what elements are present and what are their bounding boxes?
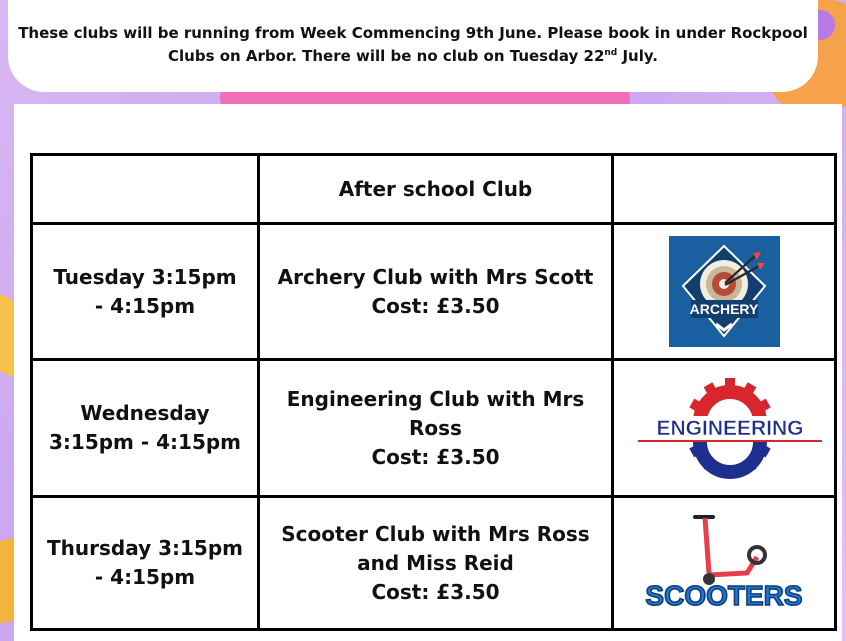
header-cell-logo bbox=[613, 155, 836, 224]
notice-card bbox=[8, 0, 818, 92]
notice-line-2: Clubs on Arbor. There will be no club on Tuesday 22nd July. bbox=[168, 47, 658, 65]
club-details bbox=[259, 497, 613, 630]
table-row bbox=[32, 224, 836, 360]
club-cost: Cost: £3.50 bbox=[371, 579, 500, 604]
engineering-logo bbox=[628, 374, 832, 482]
table-header-row bbox=[32, 155, 836, 224]
table-row bbox=[32, 360, 836, 497]
table-row bbox=[32, 497, 836, 630]
club-logo-cell bbox=[613, 360, 836, 497]
header-cell-club: After school Club bbox=[259, 155, 613, 224]
club-details bbox=[259, 360, 613, 497]
club-logo-cell bbox=[613, 497, 836, 630]
club-cost: Cost: £3.50 bbox=[371, 293, 500, 318]
club-details bbox=[259, 224, 613, 360]
scooters-logo-text: SCOOTERS bbox=[645, 580, 803, 611]
club-logo-cell bbox=[613, 224, 836, 360]
scooters-logo bbox=[639, 513, 809, 613]
clubs-panel bbox=[14, 104, 842, 641]
club-name: Engineering Club with Mrs Ross bbox=[286, 386, 585, 440]
archery-logo-text: ARCHERY bbox=[689, 301, 758, 317]
archery-logo bbox=[669, 236, 780, 347]
club-cost: Cost: £3.50 bbox=[371, 444, 500, 469]
clubs-table bbox=[30, 153, 837, 631]
club-time: Tuesday 3:15pm - 4:15pm bbox=[32, 224, 259, 360]
club-time: Wednesday 3:15pm - 4:15pm bbox=[32, 360, 259, 497]
club-name: Archery Club with Mrs Scott bbox=[277, 264, 594, 289]
club-time: Thursday 3:15pm - 4:15pm bbox=[32, 497, 259, 630]
header-cell-time bbox=[32, 155, 259, 224]
notice-line-1: These clubs will be running from Week Commencing 9th June. Please book in under Rockpool bbox=[18, 24, 808, 42]
engineering-logo-text: ENGINEERING bbox=[656, 417, 804, 440]
scooter-icon bbox=[695, 517, 765, 585]
club-name: Scooter Club with Mrs Ross and Miss Reid bbox=[281, 521, 590, 575]
